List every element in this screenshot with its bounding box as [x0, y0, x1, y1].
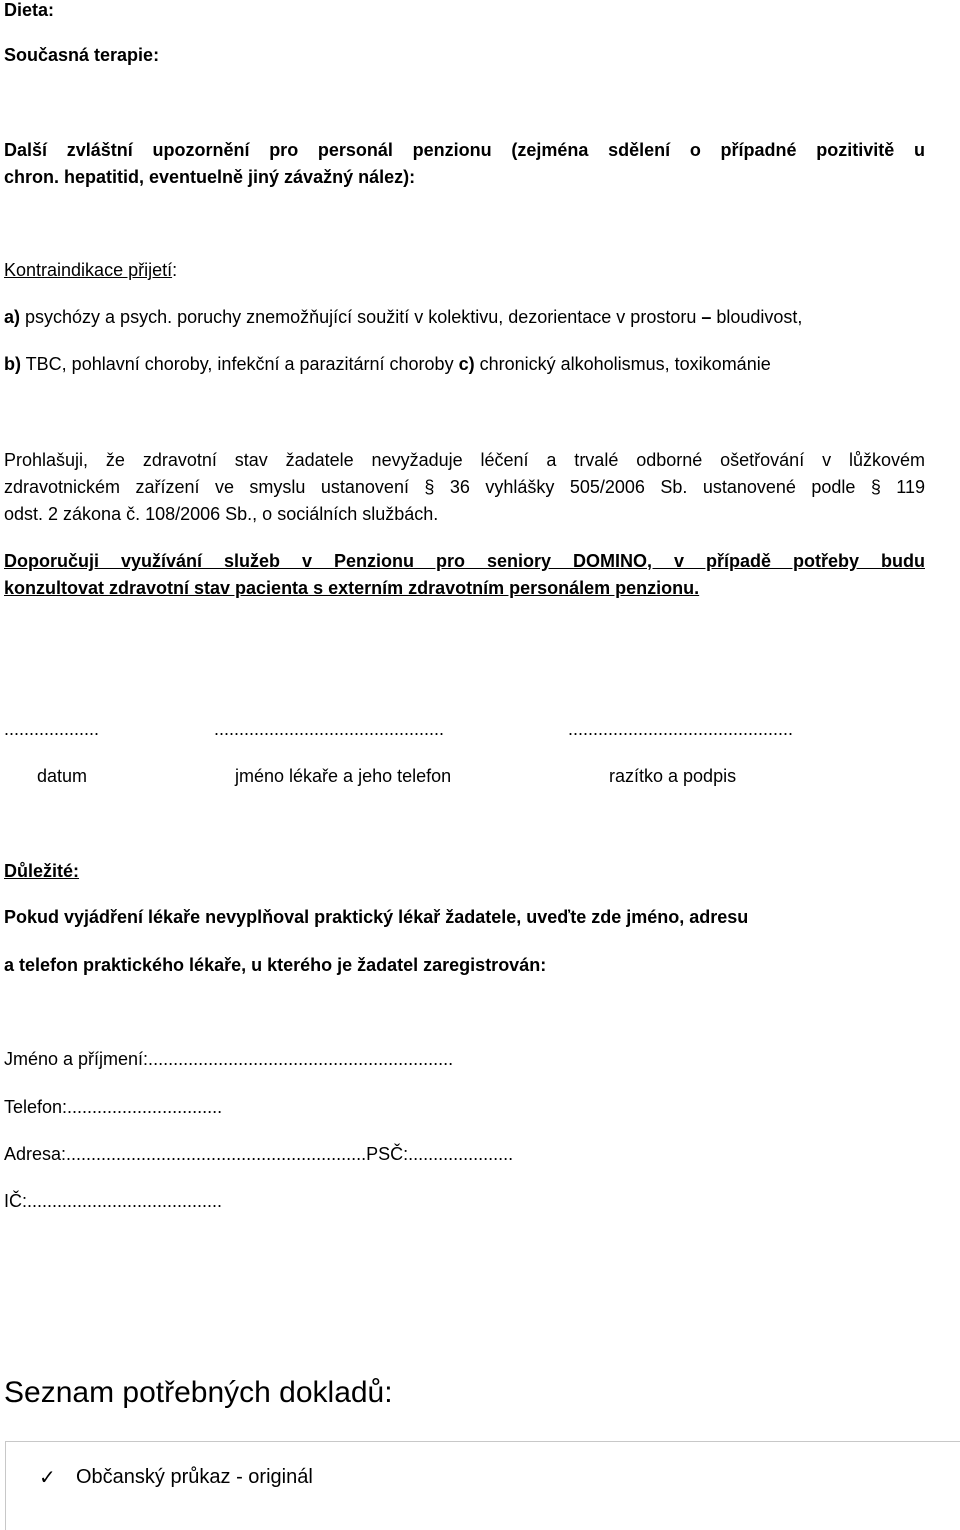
field-telefon[interactable]: Telefon:............................... — [4, 1097, 223, 1117]
prohlaseni-line-2: zdravotnickém zařízení ve smyslu ustanovení § 36 vyhlášky 505/2006 Sb. ustanovené podle § 119 — [4, 477, 925, 497]
kontraindikace-bc — [4, 354, 771, 375]
kontraindikace-a-label: a) — [4, 307, 21, 327]
signature-jmeno-label: jméno lékaře a jeho telefon — [235, 766, 452, 786]
dulezite-line-1: Pokud vyjádření lékaře nevyplňoval praktický lékař žadatele, uveďte zde jméno, adresu — [4, 907, 749, 927]
checkmark-icon: ✓ — [39, 1467, 56, 1489]
seznam-list — [5, 1441, 960, 1530]
kontraindikace-a — [4, 307, 802, 328]
kontraindikace-b-text: TBC, pohlavní choroby, infekční a parazitární choroby — [21, 354, 459, 374]
soucasna-terapie-label: Současná terapie: — [4, 45, 160, 65]
signature-razitko-label: razítko a podpis — [609, 766, 737, 786]
signature-datum-label: datum — [37, 766, 88, 786]
field-jmeno[interactable]: Jméno a příjmení:............................................................. — [4, 1049, 454, 1069]
kontraindikace-colon: : — [172, 260, 178, 280]
kontraindikace-b-label: b) — [4, 354, 21, 374]
upozorneni-line-1: Další zvláštní upozornění pro personál penzionu (zejména sdělení o případné pozitivitě u — [4, 140, 925, 160]
signature-dots-jmeno: .............................................. — [214, 719, 445, 739]
kontraindikace-a-bold: psychózy a psych. — [20, 307, 173, 327]
dieta-label: Dieta: — [4, 0, 55, 20]
dulezite-heading: Důležité: — [4, 861, 80, 881]
signature-dots-datum: ................... — [4, 719, 100, 739]
kontraindikace-a-dash: – — [701, 307, 712, 327]
list-item: Občanský průkaz - originál — [76, 1466, 313, 1488]
field-psc-input[interactable]: PSČ:..................... — [366, 1144, 514, 1164]
field-adresa — [4, 1144, 513, 1165]
prohlaseni-line-1: Prohlašuji, že zdravotní stav žadatele nevyžaduje léčení a trvalé odborné ošetřování v lůžkovém — [4, 450, 925, 470]
kontraindikace-c-text: chronický alkoholismus, toxikománie — [474, 354, 771, 374]
dulezite-line-2: a telefon praktického lékaře, u kterého je žadatel zaregistrován: — [4, 955, 547, 975]
doporuceni-paragraph — [4, 548, 925, 602]
upozorneni-line-2: chron. hepatitid, eventuelně jiný závažný nález): — [4, 167, 416, 187]
doporuceni-line-2: konzultovat zdravotní stav pacienta s externím zdravotním personálem penzionu. — [4, 578, 700, 598]
kontraindikace-heading — [4, 260, 177, 281]
field-ic[interactable]: IČ:....................................... — [4, 1191, 223, 1211]
kontraindikace-a-end: bloudivost, — [711, 307, 803, 327]
field-adresa-input[interactable]: Adresa:............................................................ — [4, 1144, 367, 1164]
kontraindikace-label: Kontraindikace přijetí — [4, 260, 173, 280]
upozorneni-paragraph — [4, 137, 925, 191]
kontraindikace-a-rest: poruchy znemožňující soužití v kolektivu, dezorientace v prostoru — [172, 307, 702, 327]
signature-dots-razitko: ............................................. — [568, 719, 794, 739]
seznam-title: Seznam potřebných dokladů: — [4, 1376, 393, 1409]
kontraindikace-c-label: c) — [458, 354, 475, 374]
doporuceni-line-1: Doporučuji využívání služeb v Penzionu pro seniory DOMINO, v případě potřeby budu — [4, 551, 925, 571]
prohlaseni-paragraph — [4, 447, 925, 528]
prohlaseni-line-3: odst. 2 zákona č. 108/2006 Sb., o sociálních službách. — [4, 504, 439, 524]
